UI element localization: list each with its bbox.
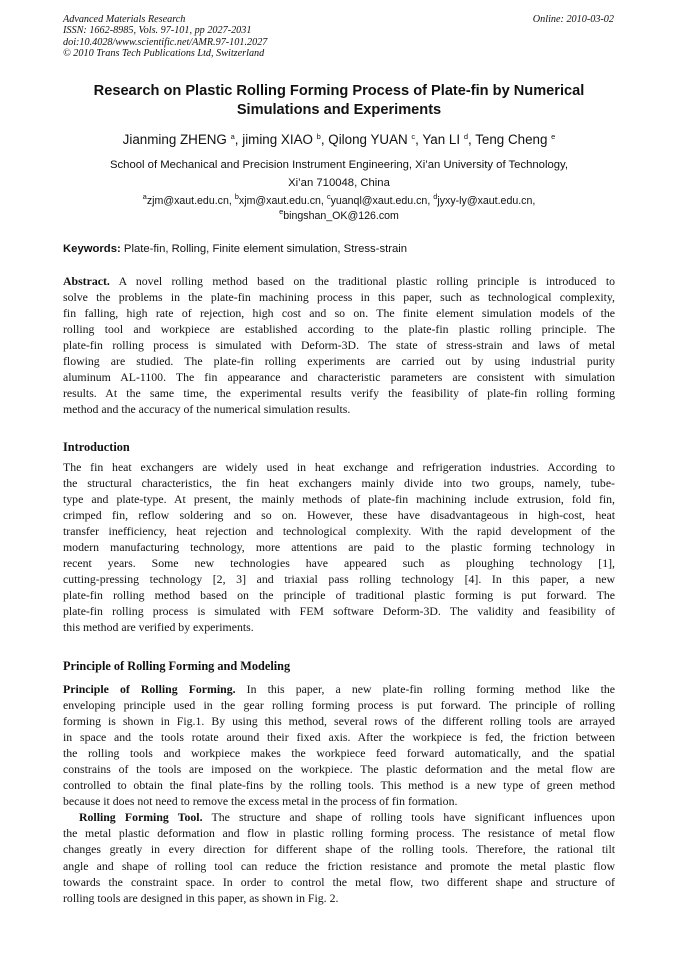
keywords <box>63 242 407 257</box>
abstract-label: Abstract. <box>63 274 110 288</box>
author-sup: b <box>316 132 321 141</box>
author-sup: e <box>551 132 556 141</box>
principle-body <box>63 681 615 906</box>
abstract-line-text: A novel rolling method based on the traditional plastic rolling principle is introduced to <box>109 274 615 288</box>
abstract-line <box>63 273 615 289</box>
journal-name: Advanced Materials Research <box>63 14 186 25</box>
abstract-line: plate-fin rolling process is simulated with Deform-3D. The state of stress-strain and laws of metal <box>63 338 615 353</box>
intro-line: The fin heat exchangers are widely used in heat exchange and refrigeration industries. According to <box>63 460 615 474</box>
author-separator: , <box>320 132 329 147</box>
intro-line: type and plate-type. At present, the mainly methods of plate-fin machining include extrusion, fold fin, <box>63 492 615 507</box>
intro-line: this method are verified by experiments. <box>63 620 254 635</box>
principle-line: constrains of the tools are imposed on the workpiece. The plastic deformation and the metal flow are <box>63 762 615 777</box>
journal-header <box>63 14 267 60</box>
title-line-2: Simulations and Experiments <box>236 102 442 118</box>
email-sup-b: b <box>234 192 239 201</box>
author-separator: , <box>234 132 243 147</box>
affiliation-line-1: School of Mechanical and Precision Instrument Engineering, Xi’an University of Technology, <box>110 159 568 171</box>
email-b: xjm@xaut.edu.cn, <box>238 195 324 207</box>
paper-title <box>50 82 628 120</box>
title-line-1: Research on Plastic Rolling Forming Process of Plate-fin by Numerical <box>93 83 585 99</box>
intro-line: crimped fin, reflow soldering and so on. However, these have disadvantageous in high-cost, heat <box>63 508 615 523</box>
tool-line: changes greatly in every direction for different shape of the rolling tools. Therefore, the rational tilt <box>63 842 615 857</box>
keywords-label: Keywords: <box>63 243 121 255</box>
author-name: Teng Cheng <box>475 132 548 147</box>
section-heading-introduction: Introduction <box>63 440 130 454</box>
principle-line: enveloping principle used in the gear rolling forming process is put forward. The principle of rolling <box>63 698 615 713</box>
email-a: zjm@xaut.edu.cn, <box>146 195 232 207</box>
intro-line: plate-fin rolling method based on the principle of traditional plastic forming is put forward. The <box>63 588 615 603</box>
abstract-line: results. At the same time, the experimental results verify the feasibility of plate-fin rolling forming <box>63 386 615 401</box>
author-separator: , <box>415 132 423 147</box>
author-name: Qilong YUAN <box>328 132 408 147</box>
principle-line <box>63 681 615 697</box>
intro-line: transfer inefficiency, heat rejection and technological complexity. With the rapid development of the <box>63 524 615 539</box>
email-sup-e: e <box>279 207 284 216</box>
abstract-line: aluminum AL-1100. The fin appearance and characteristic parameters are consistent with simulation <box>63 370 615 385</box>
affiliation <box>60 157 618 192</box>
affiliation-line-2: Xi’an 710048, China <box>288 176 390 189</box>
subsection-label-principle: Principle of Rolling Forming. <box>63 682 236 696</box>
abstract-line: fin falling, high rate of rejection, high cost and so on. The finite element simulation models of the <box>63 306 615 321</box>
principle-line-text: In this paper, a new plate-fin rolling forming method like the <box>235 682 615 696</box>
email-sup-d: d <box>433 192 438 201</box>
principle-line: in space and the tools rotate around their fixed axis. After the workpiece is fed, the friction between <box>63 730 615 745</box>
author-name: jiming XIAO <box>242 132 313 147</box>
author-sup: c <box>411 132 416 141</box>
section-heading-principle: Principle of Rolling Forming and Modeling <box>63 659 291 673</box>
doi-line: doi:10.4028/www.scientific.net/AMR.97-101.2027 <box>63 36 268 48</box>
introduction-body <box>63 459 615 636</box>
intro-line: recent years. Some new technologies have appeared such as ploughing technology [1], <box>63 556 615 571</box>
tool-line <box>63 809 615 825</box>
intro-line: the structural characteristics, the fin heat exchangers mainly divide into two groups, namely, tube- <box>63 476 615 491</box>
tool-line-text: The structure and shape of rolling tools have significant influences upon <box>202 810 615 825</box>
tool-line: the metal plastic deformation and flow in plastic rolling forming process. The resistance of metal flow <box>63 826 615 841</box>
principle-line: controlled to obtain the final plate-fins by the rolling tools. This method is a new type of green method <box>63 778 615 793</box>
principle-line: forming is shown in Fig.1. By using this method, several rows of the different rolling tools are arrayed <box>63 714 615 729</box>
email-line-1 <box>60 194 618 209</box>
tool-line: rolling tools are designed in this paper, as shown in Fig. 2. <box>63 890 339 905</box>
author-name: Yan LI <box>422 132 461 147</box>
abstract-line: rolling tool and workpiece are established according to the plate-fin plastic rolling principle. The <box>63 322 615 337</box>
author-name: Jianming ZHENG <box>122 132 227 147</box>
copyright-line: © 2010 Trans Tech Publications Ltd, Switzerland <box>63 48 265 60</box>
tool-line: angle and shape of rolling tool can reduce the friction resistance and promote the metal plastic flow <box>63 858 615 873</box>
abstract-line: solve the problems in the plate-fin machining process in this paper, such as technological complexity, <box>63 290 615 305</box>
abstract <box>63 273 615 417</box>
abstract-line: flowing are studied. The plate-fin rolling experiments are carried out by using industrial purity <box>63 354 615 369</box>
email-c: yuanql@xaut.edu.cn, <box>330 195 431 207</box>
principle-line: the rolling tools and workpiece makes the workpiece feed forward automatically, and the spatial <box>63 746 615 761</box>
email-sup-a: a <box>142 192 147 201</box>
email-d: jyxy-ly@xaut.edu.cn, <box>437 195 536 207</box>
author-list <box>40 131 638 149</box>
abstract-line: method and the accuracy of the numerical simulation results. <box>63 402 351 417</box>
intro-line: modern manufacturing technology, more attentions are paid to the plastic forming technology in <box>63 540 615 555</box>
author-sup: a <box>230 132 235 141</box>
principle-line: because it does not need to remove the excess metal in the process of fin formation. <box>63 794 458 809</box>
intro-line: plate-fin rolling process is simulated with FEM software Deform-3D. The validity and feasibility of <box>63 604 615 619</box>
email-e: bingshan_OK@126.com <box>283 210 399 222</box>
author-emails <box>60 194 618 224</box>
online-date: Online: 2010-03-02 <box>532 14 614 25</box>
author-sup: d <box>463 132 468 141</box>
email-sup-c: c <box>326 192 331 201</box>
issn-line: ISSN: 1662-8985, Vols. 97-101, pp 2027-2031 <box>63 25 252 37</box>
email-line-2 <box>60 209 618 224</box>
author-separator: , <box>468 132 476 147</box>
tool-line: towards the constraint space. In order to control the metal flow, two different shape and structure of <box>63 874 615 889</box>
keywords-text: Plate-fin, Rolling, Finite element simulation, Stress-strain <box>123 243 408 255</box>
intro-line: cutting-pressing technology [2, 3] and triaxial pass rolling technology [4]. In this paper, a new <box>63 572 615 587</box>
subsection-label-tool: Rolling Forming Tool. <box>79 810 203 825</box>
